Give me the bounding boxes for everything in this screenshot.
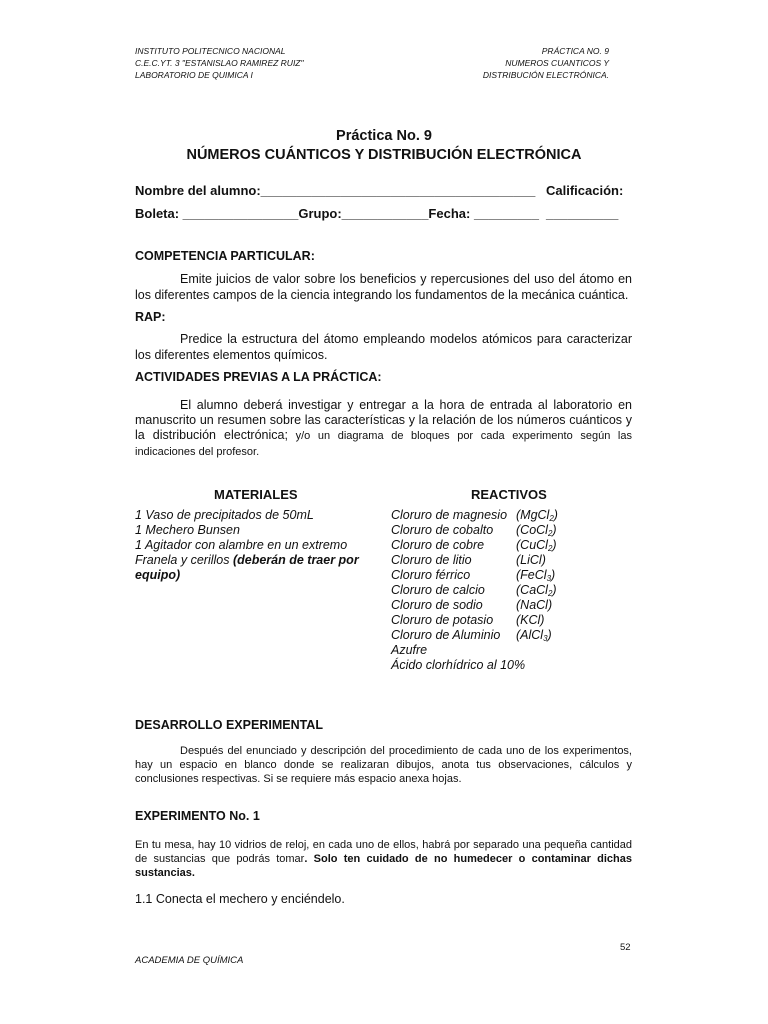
formula-close: ) (547, 628, 552, 642)
list-item (391, 538, 631, 553)
formula-base: (CoCl (516, 523, 548, 537)
formula-base: (KCl) (516, 613, 545, 627)
page-subtitle: NÚMEROS CUÁNTICOS Y DISTRIBUCIÓN ELECTRÓNICA (186, 147, 582, 163)
competencia-text: Emite juicios de valor sobre los beneficios y repercusiones del uso del átomo en los diferentes campos de la ciencia integrando los fundamentos de la mecánica cuántica. (135, 272, 632, 302)
desarrollo-text: Después del enunciado y descripción del procedimiento de cada uno de los experimentos, hay un espacio en blanco donde se realizaran dibujos, anota tus observaciones, cálculos y conclusiones respectivas. Si se requiere más espacio anexa hojas. (135, 745, 632, 785)
page-number: 52 (620, 942, 631, 953)
header-left (135, 45, 304, 81)
header-institution: INSTITUTO POLITECNICO NACIONAL (135, 46, 286, 56)
reagent-name: Cloruro de sodio (391, 598, 483, 612)
experimento-heading: EXPERIMENTO No. 1 (135, 809, 260, 823)
footer-academy: ACADEMIA DE QUÍMICA (135, 955, 244, 966)
list-item: 1 Vaso de precipitados de 50mL (135, 508, 314, 522)
formula-base: (CuCl (516, 538, 548, 552)
list-item: Ácido clorhídrico al 10% (391, 658, 526, 672)
actividades-text (135, 398, 632, 460)
header-school: C.E.C.YT. 3 "ESTANISLAO RAMIREZ RUIZ" (135, 58, 304, 68)
materiales-last-bold: (deberán de traer por equipo) (135, 553, 359, 582)
actividades-text-main: El alumno deberá investigar y entregar a la hora de entrada al laboratorio en manuscrito un resumen sobre las características y la relación de los números cuánticos y la distribución electrónica; (135, 398, 632, 442)
student-name-field: Nombre del alumno:______________________________________ (135, 183, 536, 198)
formula-base: (AlCl (516, 628, 544, 642)
list-item (391, 598, 631, 613)
formula-close: ) (552, 523, 557, 537)
rap-heading: RAP: (135, 310, 166, 324)
list-item: 1 Agitador con alambre en un extremo (135, 538, 348, 552)
header-topic-2: DISTRIBUCIÓN ELECTRÓNICA. (482, 70, 609, 80)
reactivos-heading: REACTIVOS (471, 487, 547, 502)
grade-label: Calificación: (546, 183, 624, 198)
formula-base: (NaCl) (516, 598, 553, 612)
list-item (391, 628, 631, 643)
list-item (391, 508, 631, 523)
formula-close: ) (552, 583, 557, 597)
actividades-text-small: y/o un diagrama de bloques por cada experimento según las indicaciones del profesor. (135, 430, 632, 458)
reagent-formula (516, 523, 557, 538)
formula-sub: 3 (543, 634, 548, 643)
materiales-heading: MATERIALES (214, 487, 298, 502)
header-topic-1: NUMEROS CUANTICOS Y (505, 58, 609, 68)
reactivos-list (391, 508, 631, 673)
list-item: 1 Mechero Bunsen (135, 523, 240, 537)
boleta-group-date-field: Boleta: ________________Grupo:____________Fecha: _________ (135, 206, 540, 221)
header-lab: LABORATORIO DE QUIMICA I (135, 70, 253, 80)
experimento-text-bold: . Solo ten cuidado de no humedecer o contaminar dichas sustancias. (135, 853, 632, 879)
reagent-name: Cloruro de magnesio (391, 508, 508, 522)
page-title: Práctica No. 9 (336, 128, 432, 144)
reagent-formula (516, 568, 555, 583)
reagent-name: Cloruro de cobalto (391, 523, 494, 537)
formula-base: (CaCl (516, 583, 548, 597)
formula-base: (FeCl (516, 568, 547, 582)
formula-sub: 2 (549, 514, 554, 523)
actividades-heading: ACTIVIDADES PREVIAS A LA PRÁCTICA: (135, 370, 382, 384)
reagent-name: Cloruro de calcio (391, 583, 485, 597)
list-item (391, 553, 631, 568)
reagent-formula (516, 598, 552, 613)
reagent-formula (516, 628, 552, 643)
reagent-formula (516, 613, 544, 628)
header-right (483, 45, 609, 81)
reagent-name: Cloruro de litio (391, 553, 472, 567)
list-item (391, 523, 631, 538)
grade-blank: __________ (546, 206, 619, 221)
reagent-formula (516, 583, 557, 598)
reagent-name: Cloruro de Aluminio (391, 628, 501, 642)
formula-sub: 2 (547, 544, 553, 553)
formula-sub: 2 (547, 589, 553, 598)
list-item (391, 613, 631, 628)
desarrollo-heading: DESARROLLO EXPERIMENTAL (135, 718, 323, 732)
formula-base: (MgCl (516, 508, 550, 522)
formula-close: ) (551, 568, 556, 582)
formula-close: ) (552, 538, 557, 552)
rap-text: Predice la estructura del átomo empleando modelos atómicos para caracterizar los diferentes elementos químicos. (135, 332, 632, 362)
formula-sub: 3 (546, 574, 552, 583)
formula-close: ) (553, 508, 558, 522)
list-item (135, 553, 375, 583)
reagent-formula (516, 508, 558, 523)
list-item: Azufre (391, 643, 428, 657)
formula-base: (LiCl) (516, 553, 546, 567)
reagent-name: Cloruro de potasio (391, 613, 494, 627)
experimento-text (135, 838, 632, 880)
reagent-name: Cloruro de cobre (391, 538, 485, 552)
list-item (391, 583, 631, 598)
reagent-formula (516, 538, 557, 553)
list-item (391, 568, 631, 583)
materiales-last-plain: Franela y cerillos (135, 553, 233, 567)
materiales-list (135, 508, 375, 583)
experimento-text-plain: En tu mesa, hay 10 vidrios de reloj, en cada uno de ellos, habrá por separado una pequeña cantidad de sustancias que podrás tomar (135, 839, 632, 865)
header-practice: PRÁCTICA NO. 9 (541, 46, 609, 56)
competencia-heading: COMPETENCIA PARTICULAR: (135, 249, 315, 263)
reagent-formula (516, 553, 546, 568)
reagent-name: Cloruro férrico (391, 568, 471, 582)
formula-sub: 2 (547, 529, 553, 538)
experimento-step-1-1: 1.1 Conecta el mechero y enciéndelo. (135, 892, 345, 906)
